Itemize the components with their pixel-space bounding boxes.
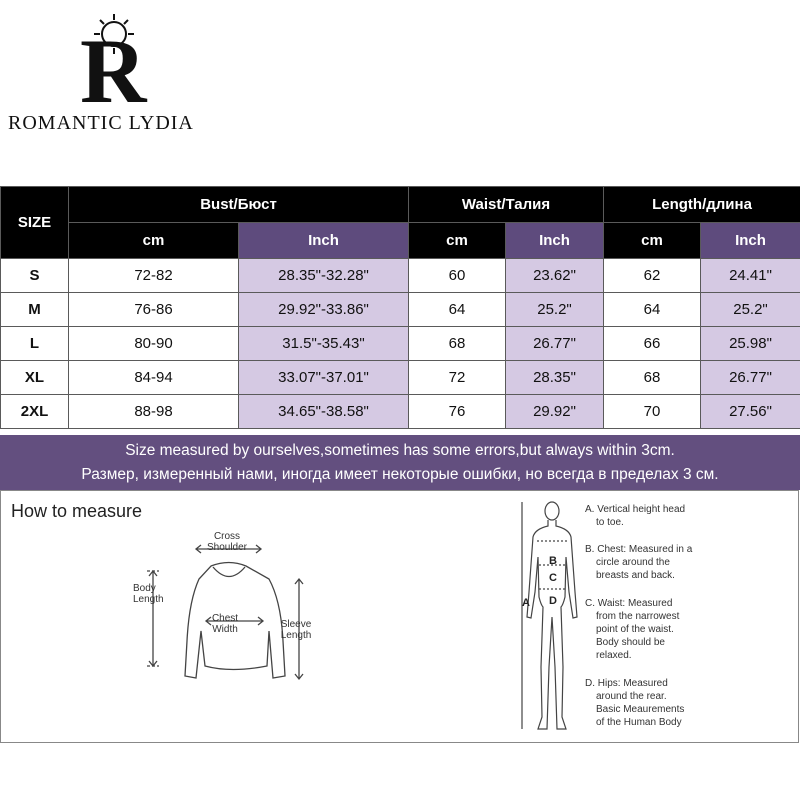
size-cell: XL <box>1 361 69 395</box>
length-group-header: Length/длина <box>604 187 800 223</box>
unit-header: Inch <box>506 223 604 259</box>
note-waist <box>585 597 705 662</box>
human-body-diagram-icon <box>521 497 583 737</box>
note-line: A. Vertical height head <box>585 504 686 515</box>
table-cell: 76 <box>409 395 506 429</box>
note-line: Body should be <box>596 637 665 648</box>
table-cell: 72-82 <box>69 259 239 293</box>
note-line: D. Hips: Measured <box>585 678 668 689</box>
unit-header: Inch <box>701 223 800 259</box>
table-cell: 66 <box>604 327 701 361</box>
table-cell: 27.56" <box>701 395 800 429</box>
table-row <box>1 327 800 361</box>
waist-group-header: Waist/Талия <box>409 187 604 223</box>
table-cell: 26.77" <box>701 361 800 395</box>
table-row <box>1 293 800 327</box>
monogram-logo-icon <box>78 12 148 108</box>
table-row <box>1 361 800 395</box>
disclaimer-english: Size measured by ourselves,sometimes has some errors,but always within 3cm. <box>125 442 675 459</box>
brand-name: ROMANTIC LYDIA <box>8 112 194 134</box>
note-line: circle around the <box>596 557 670 568</box>
unit-header: Inch <box>239 223 409 259</box>
monogram-letter: R <box>80 20 147 108</box>
table-cell: 34.65"-38.58" <box>239 395 409 429</box>
table-row <box>1 395 800 429</box>
note-line: of the Human Body <box>596 717 682 728</box>
label-line: Sleeve <box>280 619 312 630</box>
note-line: breasts and back. <box>596 570 675 581</box>
unit-header: cm <box>69 223 239 259</box>
marker-c: C <box>549 572 557 584</box>
table-cell: 76-86 <box>69 293 239 327</box>
measurement-disclaimer <box>0 435 800 490</box>
table-cell: 31.5"-35.43" <box>239 327 409 361</box>
table-cell: 88-98 <box>69 395 239 429</box>
note-hips <box>585 677 705 729</box>
chest-width-label <box>205 613 245 635</box>
table-cell: 60 <box>409 259 506 293</box>
note-line: Basic Meaurements <box>596 704 685 715</box>
cross-shoulder-label <box>197 531 257 553</box>
table-cell: 80-90 <box>69 327 239 361</box>
table-cell: 24.41" <box>701 259 800 293</box>
note-chest <box>585 543 705 582</box>
size-cell: M <box>1 293 69 327</box>
marker-d: D <box>549 595 557 607</box>
brand-logo <box>8 12 208 134</box>
table-cell: 28.35"-32.28" <box>239 259 409 293</box>
table-cell: 23.62" <box>506 259 604 293</box>
table-cell: 84-94 <box>69 361 239 395</box>
table-cell: 68 <box>409 327 506 361</box>
unit-header: cm <box>604 223 701 259</box>
table-cell: 62 <box>604 259 701 293</box>
unit-header: cm <box>409 223 506 259</box>
label-line: Width <box>212 624 238 635</box>
size-cell: S <box>1 259 69 293</box>
table-row <box>1 259 800 293</box>
label-line: Body <box>133 583 156 594</box>
section-title: How to measure <box>11 501 143 521</box>
marker-a: A <box>522 597 530 609</box>
label-line: Chest <box>211 613 239 624</box>
marker-b: B <box>549 555 557 567</box>
size-column-header: SIZE <box>1 187 69 259</box>
size-cell: L <box>1 327 69 361</box>
table-cell: 25.2" <box>701 293 800 327</box>
note-line: point of the waist. <box>596 624 674 635</box>
disclaimer-russian: Размер, измеренный нами, иногда имеет некоторые ошибки, но всегда в пределах 3 см. <box>81 466 719 483</box>
table-cell: 72 <box>409 361 506 395</box>
table-cell: 29.92"-33.86" <box>239 293 409 327</box>
table-cell: 64 <box>409 293 506 327</box>
note-line: around the rear. <box>596 691 667 702</box>
table-cell: 64 <box>604 293 701 327</box>
label-line: Length <box>133 594 164 605</box>
note-line: relaxed. <box>596 650 632 661</box>
bust-group-header: Bust/Бюст <box>69 187 409 223</box>
note-line: to toe. <box>596 517 624 528</box>
note-line: B. Chest: Measured in a <box>585 544 693 555</box>
note-line: from the narrowest <box>596 611 680 622</box>
label-line: Cross <box>213 531 241 542</box>
note-line: C. Waist: Measured <box>585 598 673 609</box>
table-cell: 68 <box>604 361 701 395</box>
note-height <box>585 503 705 529</box>
table-cell: 33.07"-37.01" <box>239 361 409 395</box>
body-length-label <box>133 583 173 605</box>
label-line: Shoulder <box>206 542 248 553</box>
table-cell: 28.35" <box>506 361 604 395</box>
label-line: Length <box>280 630 312 641</box>
table-cell: 26.77" <box>506 327 604 361</box>
how-to-measure-panel <box>0 490 799 743</box>
table-cell: 29.92" <box>506 395 604 429</box>
size-cell: 2XL <box>1 395 69 429</box>
size-chart-table <box>0 186 800 429</box>
sleeve-length-label <box>273 619 319 641</box>
table-cell: 25.2" <box>506 293 604 327</box>
table-cell: 70 <box>604 395 701 429</box>
table-cell: 25.98" <box>701 327 800 361</box>
